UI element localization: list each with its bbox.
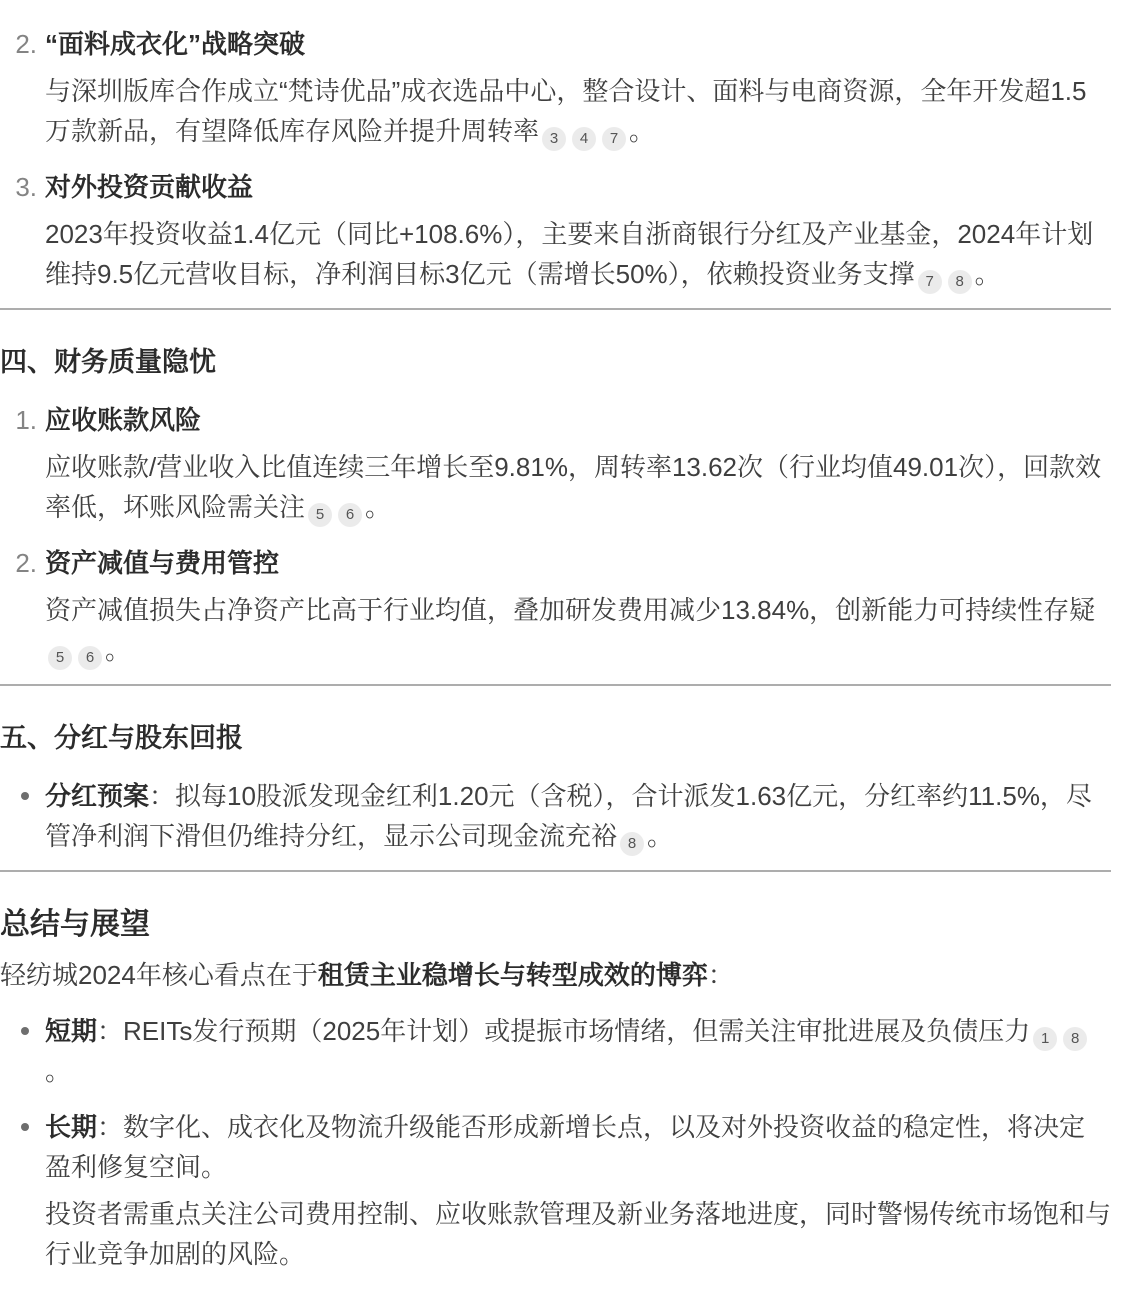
text-run: 轻纺城2024年核心看点在于 — [0, 960, 318, 990]
paragraph — [45, 1107, 1111, 1187]
bullet-icon — [21, 1123, 29, 1131]
list-item-title: 资产减值与费用管控 — [45, 548, 280, 578]
text-run: 。 — [105, 635, 132, 665]
bullet-icon — [21, 792, 29, 800]
list-item — [0, 776, 1111, 856]
text-run: 。 — [629, 116, 656, 146]
citation-badge[interactable]: 4 — [572, 127, 596, 151]
citation-badge[interactable]: 3 — [542, 127, 566, 151]
section-divider — [0, 684, 1111, 686]
ordered-list — [0, 400, 1111, 670]
bullet-icon — [21, 1027, 29, 1035]
citation-badge[interactable]: 5 — [308, 503, 332, 527]
text-run: 。 — [365, 492, 392, 522]
citation-badge[interactable]: 6 — [338, 503, 362, 527]
text-run: 。 — [974, 259, 1001, 289]
paragraph — [45, 590, 1111, 670]
bold-text: 长期 — [45, 1112, 98, 1142]
citation-badge[interactable]: 1 — [1033, 1027, 1057, 1051]
list-item — [0, 400, 1111, 527]
section-divider — [0, 308, 1111, 310]
section-divider — [0, 870, 1111, 872]
text-run: ：REITs发行预期（2025年计划）或提振市场情绪，但需关注审批进展及负债压力 — [97, 1016, 1031, 1046]
text-run: 。 — [45, 1056, 72, 1086]
list-item — [0, 1107, 1111, 1274]
section-heading: 总结与展望 — [0, 908, 150, 941]
list-item-title: “面料成衣化”战略突破 — [45, 29, 306, 59]
citation-badge[interactable]: 6 — [78, 646, 102, 670]
text-run: ：数字化、成衣化及物流升级能否形成新增长点，以及对外投资收益的稳定性，将决定盈利修复空间。 — [45, 1112, 1086, 1182]
list-number: 1. — [15, 405, 37, 435]
text-run: 与深圳版库合作成立“梵诗优品”成衣选品中心，整合设计、面料与电商资源，全年开发超1.5万款新品，有望降低库存风险并提升周转率 — [45, 76, 1087, 146]
bold-text: 短期 — [45, 1016, 98, 1046]
list-item-title: 应收账款风险 — [45, 405, 202, 435]
citation-badge[interactable]: 5 — [48, 646, 72, 670]
citation-badge[interactable]: 8 — [620, 832, 644, 856]
bullet-list — [0, 1011, 1111, 1274]
list-item — [0, 543, 1111, 670]
section-heading: 四、财务质量隐忧 — [0, 347, 216, 377]
list-item — [0, 24, 1111, 151]
citation-badge[interactable]: 8 — [948, 270, 972, 294]
bold-text: 租赁主业稳增长与转型成效的博弈 — [317, 960, 708, 990]
paragraph — [45, 447, 1111, 527]
list-number: 2. — [15, 29, 37, 59]
ordered-list — [0, 24, 1111, 294]
paragraph — [0, 955, 1111, 995]
paragraph — [45, 71, 1111, 151]
paragraph — [45, 1194, 1111, 1274]
text-run: 2023年投资收益1.4亿元（同比+108.6%），主要来自浙商银行分红及产业基金，2024年计划维持9.5亿元营收目标，净利润目标3亿元（需增长50%），依赖投资业务支撑 — [45, 219, 1094, 289]
text-run: 投资者需重点关注公司费用控制、应收账款管理及新业务落地进度，同时警惕传统市场饱和与行业竞争加剧的风险。 — [45, 1199, 1112, 1269]
citation-badge[interactable]: 8 — [1063, 1027, 1087, 1051]
section-heading: 五、分红与股东回报 — [0, 723, 243, 753]
list-item — [0, 1011, 1111, 1091]
paragraph — [45, 776, 1111, 856]
bullet-list — [0, 776, 1111, 856]
list-number: 3. — [15, 172, 37, 202]
list-item — [0, 167, 1111, 294]
text-run: 。 — [647, 821, 674, 851]
text-run: ：拟每10股派发现金红利1.20元（含税），合计派发1.63亿元，分红率约11.5%，尽管净利润下滑但仍维持分红，显示公司现金流充裕 — [45, 781, 1092, 851]
citation-badge[interactable]: 7 — [602, 127, 626, 151]
text-run: 应收账款/营业收入比值连续三年增长至9.81%，周转率13.62次（行业均值49.01次），回款效率低，坏账风险需关注 — [45, 452, 1102, 522]
text-run: 资产减值损失占净资产比高于行业均值，叠加研发费用减少13.84%，创新能力可持续性存疑 — [45, 595, 1096, 625]
paragraph — [45, 1011, 1111, 1091]
list-item-title: 对外投资贡献收益 — [45, 172, 254, 202]
paragraph — [45, 214, 1111, 294]
text-run: ： — [707, 960, 734, 990]
citation-badge[interactable]: 7 — [918, 270, 942, 294]
list-number: 2. — [15, 548, 37, 578]
bold-text: 分红预案 — [45, 781, 150, 811]
